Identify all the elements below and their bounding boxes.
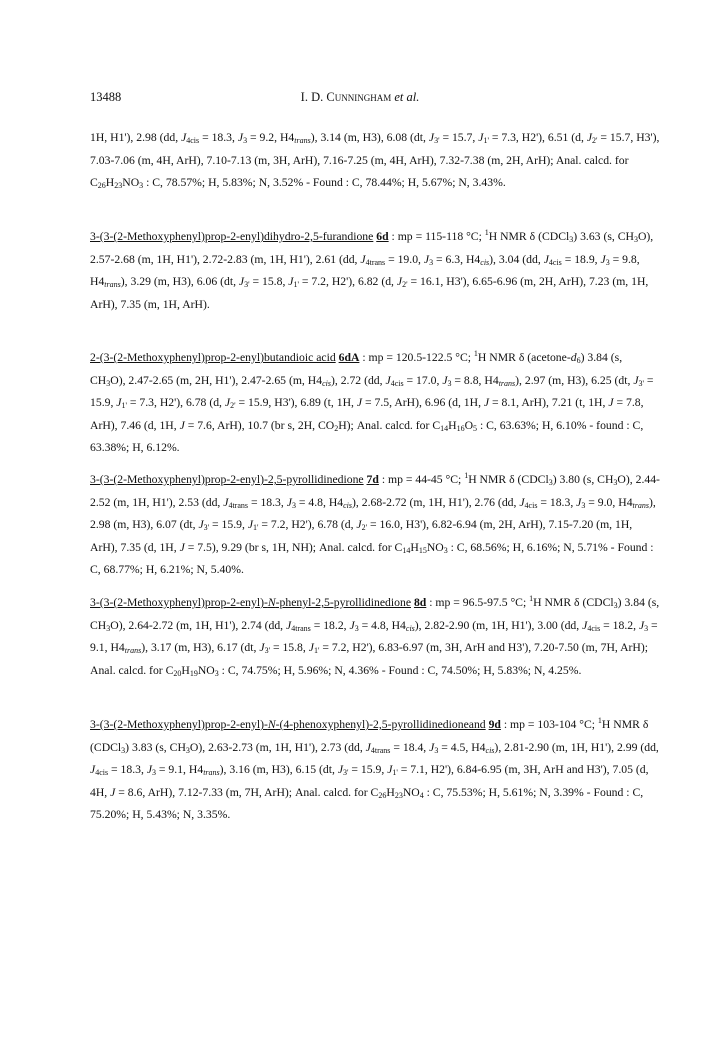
compound-entry-9d bbox=[90, 714, 660, 827]
compound-data: : mp = 44-45 °C; $^1$H NMR δ (CDCl$_3$) 3.80 (s, $CH_3O$), 2.44-2.52 (m, 1H, H1'), 2.53 (dd, $J_{4trans} = 18.3$, $J_3 = 4.8$, $H4_{cis}$), 2.68-2.72 (m, 1H, H1'), 2.76 (dd, $J_{4cis} = 18.3$, $J_3 = 9.0$, $H4_{trans}$), 2.98 (m, H3), 6.07 (dt, $J_{3'} = 15.9$, $J_{1'} = 7.2$, H2'), 6.78 (d, $J_{2'} = 16.0$, H3'), 6.82-6.94 (m, 2H, ArH), 7.15-7.20 (m, 1H, ArH), 7.35 (d, 1H, J = 7.5), 9.29 (br s, 1H, NH); Anal. calcd. for $C_{14}H_{15}NO_3$ : C, 68.56%; H, 6.16%; N, 5.71% - Found : C, 68.77%; H, 6.21%; N, 5.40%. bbox=[90, 471, 660, 576]
compound-data: : mp = 115-118 °C; $^1$H NMR δ (CDCl$_3$) 3.63 (s, $CH_3O$), 2.57-2.68 (m, 1H, H1'), 2.72-2.83 (m, 1H, H1'), 2.61 (dd, $J_{4trans} = 19.0$, $J_3 = 6.3$, $H4_{cis}$), 3.04 (dd, $J_{4cis} = 18.9$, $J_3 = 9.8$, $H4_{trans}$), 3.29 (m, H3), 6.06 (dt, $J_{3'} = 15.8$, $J_{1'} = 7.2$, H2'), 6.82 (d, $J_{2'} = 16.1$, H3'), 6.65-6.96 (m, 2H, ArH), 7.23 (m, 1H, ArH), 7.35 (m, 1H, ArH). bbox=[90, 228, 654, 311]
running-head bbox=[0, 90, 720, 105]
compound-id: 7d bbox=[366, 473, 379, 486]
compound-data: : mp = 103-104 °C; $^1$H NMR δ (CDCl$_3$) 3.83 (s, $CH_3O$), 2.63-2.73 (m, 1H, H1'), 2.73 (dd, $J_{4trans} = 18.4$, $J_3 = 4.5$, $H4_{cis}$), 2.81-2.90 (m, 1H, H1'), 2.99 (dd, $J_{4cis} = 18.3$, $J_3 = 9.1$, $H4_{trans}$), 3.16 (m, H3), 6.15 (dt, $J_{3'} = 15.9$, $J_{1'} = 7.1$, H2'), 6.84-6.95 (m, 3H, ArH and H3'), 7.05 (d, 4H, J = 8.6, ArH), 7.12-7.33 (m, 7H, ArH); Anal. calcd. for $C_{26}H_{23}NO_4$ : C, 75.53%; H, 5.61%; N, 3.39% - Found : C, 75.20%; H, 5.43%; N, 3.35%. bbox=[90, 716, 659, 821]
continuation-text: 1H, H1'), 2.98 (dd, $J_{4cis} = 18.3$, $J_3 = 9.2$, $H4_{trans}$), 3.14 (m, H3), 6.08 (dt, $J_{3'} = 15.7$, $J_{1'} = 7.3$, H2'), 6.51 (d, $J_{2'} = 15.7$, H3'), 7.03-7.06 (m, 4H, ArH), 7.10-7.13 (m, 3H, ArH), 7.16-7.25 (m, 4H, ArH), 7.32-7.38 (m, 2H, ArH); Anal. calcd. for $C_{26}H_{23}NO_3$ : C, 78.57%; H, 5.83%; N, 3.52% - Found : C, 78.44%; H, 5.67%; N, 3.43%. bbox=[90, 131, 660, 190]
author-suffix: et al. bbox=[391, 90, 420, 104]
page-number: 13488 bbox=[90, 90, 122, 104]
compound-name: 3-(3-(2-Methoxyphenyl)prop-2-enyl)-N-(4-phenoxyphenyl)-2,5-pyrollidinedioneand bbox=[90, 718, 486, 731]
author-initials: I. D. bbox=[300, 90, 327, 104]
compound-data: : mp = 120.5-122.5 °C; $^1$H NMR δ $(acetone-d_6)$ 3.84 (s, $CH_3O$), 2.47-2.65 (m, 2H, H1'), 2.47-2.65 (m, $H4_{cis}$), 2.72 (dd, $J_{4cis} = 17.0$, $J_3 = 8.8$, $H4_{trans}$), 2.97 (m, H3), 6.25 (dt, $J_{3'} = 15.9$, $J_{1'} = 7.3$, H2'), 6.78 (d, $J_{2'} = 15.9$, H3'), 6.89 (t, 1H, J = 7.5, ArH), 6.96 (d, 1H, J = 8.1, ArH), 7.21 (t, 1H, J = 7.8, ArH), 7.46 (d, 1H, J = 7.6, ArH), 10.7 (br s, 2H, $CO_2H$); Anal. calcd. for $C_{14}H_{16}O_5$ : C, 63.63%; H, 6.10% - found : C, 63.38%; H, 6.12%. bbox=[90, 349, 654, 454]
compound-name: 2-(3-(2-Methoxyphenyl)prop-2-enyl)butandioic acid bbox=[90, 351, 336, 364]
compound-id: 6d bbox=[376, 230, 389, 243]
continuation-paragraph bbox=[90, 127, 660, 195]
compound-data: : mp = 96.5-97.5 °C; $^1$H NMR δ (CDCl$_3$) 3.84 (s, $CH_3O$), 2.64-2.72 (m, 1H, H1'), 2.74 (dd, $J_{4trans} = 18.2$, $J_3 = 4.8$, $H4_{cis}$), 2.82-2.90 (m, 1H, H1'), 3.00 (dd, $J_{4cis} = 18.2$, $J_3 = 9.1$, $H4_{trans}$), 3.17 (m, H3), 6.17 (dt, $J_{3'} = 15.8$, $J_{1'} = 7.2$, H2'), 6.83-6.97 (m, 3H, ArH and H3'), 7.20-7.50 (m, 7H, ArH); Anal. calcd. for $C_{20}H_{19}NO_3$ : C, 74.75%; H, 5.96%; N, 4.36% - Found : C, 74.50%; H, 5.83%; N, 4.25%. bbox=[90, 594, 660, 678]
compound-entry-6dA bbox=[90, 347, 660, 460]
compound-entry-7d bbox=[90, 469, 660, 582]
compound-name: 3-(3-(2-Methoxyphenyl)prop-2-enyl)-N-phenyl-2,5-pyrollidinedione bbox=[90, 596, 412, 609]
compound-id: 6dA bbox=[338, 351, 360, 364]
compound-name: 3-(3-(2-Methoxyphenyl)prop-2-enyl)-2,5-pyrollidinedione bbox=[90, 473, 364, 486]
author-surname: Cunningham bbox=[326, 90, 392, 104]
compound-name: 3-(3-(2-Methoxyphenyl)prop-2-enyl)dihydro-2,5-furandione bbox=[90, 230, 374, 243]
compound-id: 8d bbox=[413, 596, 427, 609]
compound-entry-6d bbox=[90, 226, 660, 316]
compound-entry-8d bbox=[90, 592, 660, 682]
compound-id: 9d bbox=[488, 718, 501, 731]
